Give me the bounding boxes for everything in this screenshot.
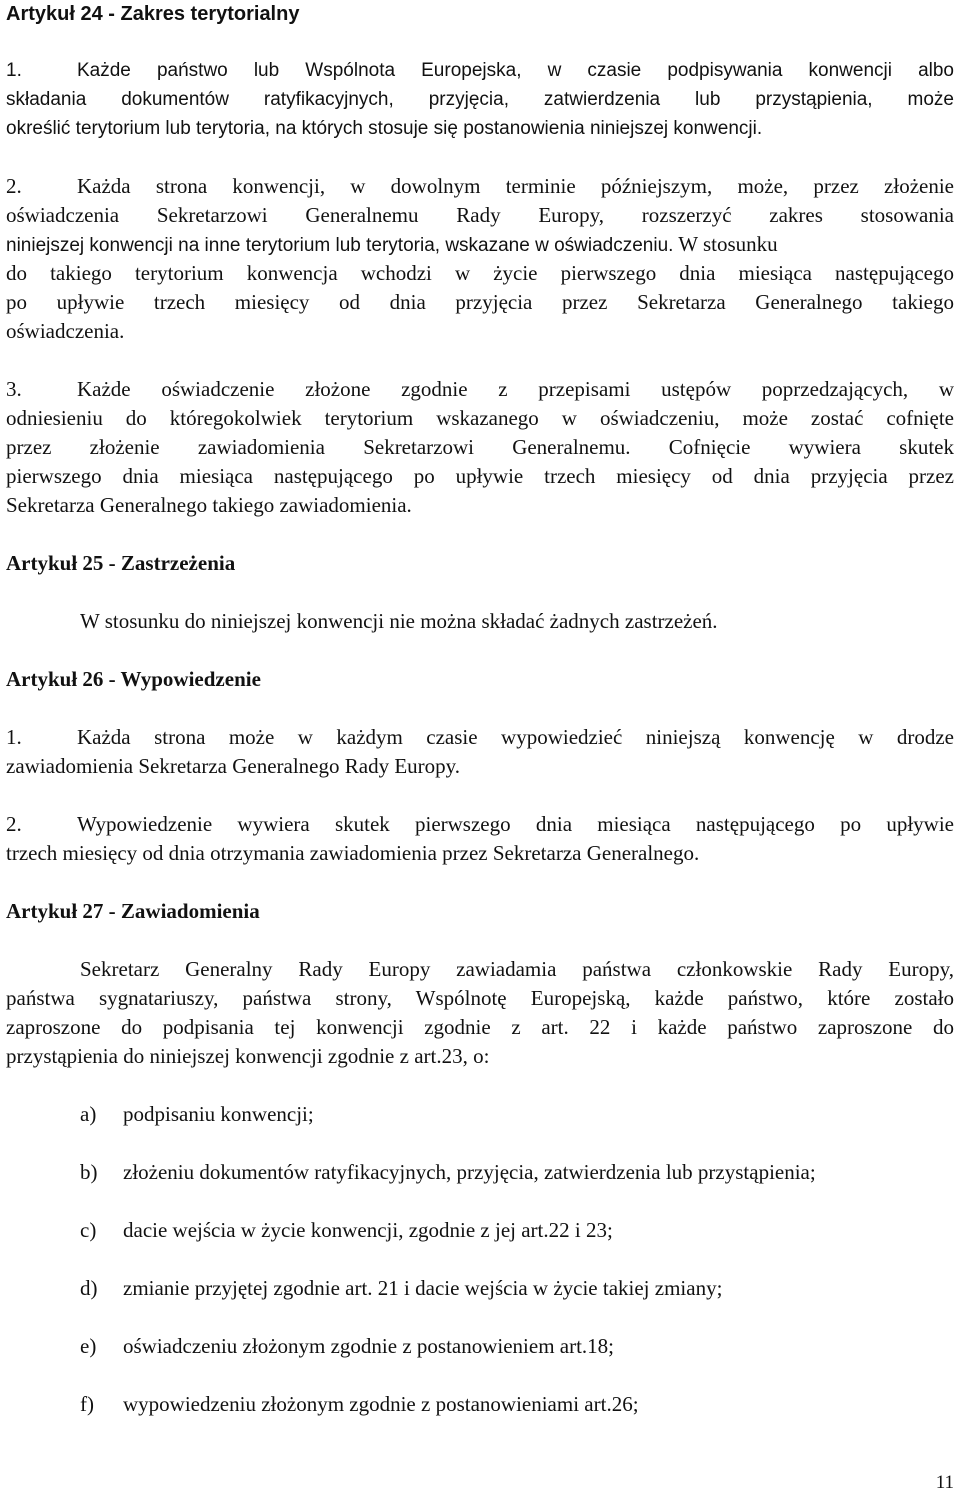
paragraph-text: Każde oświadczenie złożone zgodnie z przepisami ustępów poprzedzających, w bbox=[77, 377, 954, 401]
list-item-letter: d) bbox=[80, 1276, 98, 1300]
list-item-text: złożeniu dokumentów ratyfikacyjnych, przyjęcia, zatwierdzenia lub przystąpienia; bbox=[123, 1160, 816, 1184]
list-item-letter: e) bbox=[80, 1334, 97, 1358]
article-26-p2-line-2: trzech miesięcy od dnia otrzymania zawiadomienia przez Sekretarza Generalnego. bbox=[6, 841, 700, 865]
paragraph-number: 1. bbox=[6, 60, 22, 81]
serif-segment: W stosunku bbox=[673, 232, 778, 256]
article-27-intro-line-3: zaproszone do podpisania tej konwencji zgodnie z art. 22 i każde państwo zaproszone do bbox=[6, 1015, 954, 1039]
list-item-text: dacie wejścia w życie konwencji, zgodnie z jej art.22 i 23; bbox=[123, 1218, 613, 1242]
article-24-p3-line-3: przez złożenie zawiadomienia Sekretarzowi Generalnemu. Cofnięcie wywiera skutek bbox=[6, 435, 954, 459]
article-26-p1-line-2: zawiadomienia Sekretarza Generalnego Rady Europy. bbox=[6, 754, 461, 778]
paragraph-text: Każde państwo lub Wspólnota Europejska, w czasie podpisywania konwencji albo bbox=[77, 60, 954, 81]
article-24-p2-line-6: oświadczenia. bbox=[6, 319, 125, 343]
article-27-intro-line-4: przystąpienia do niniejszej konwencji zgodnie z art.23, o: bbox=[6, 1044, 490, 1068]
paragraph-number: 2. bbox=[6, 812, 22, 836]
page-number: 11 bbox=[935, 1472, 954, 1493]
paragraph-number: 1. bbox=[6, 725, 22, 749]
list-item-text: wypowiedzeniu złożonym zgodnie z postanowieniami art.26; bbox=[123, 1392, 639, 1416]
article-26-heading: Artykuł 26 - Wypowiedzenie bbox=[6, 667, 261, 691]
article-24-p2-line-4: do takiego terytorium konwencja wchodzi w życie pierwszego dnia miesiąca następującego bbox=[6, 261, 954, 285]
article-24-p2-line-5: po upływie trzech miesięcy od dnia przyjęcia przez Sekretarza Generalnego takiego bbox=[6, 290, 954, 314]
list-item-text: zmianie przyjętej zgodnie art. 21 i dacie wejścia w życie takiej zmiany; bbox=[123, 1276, 723, 1300]
article-26-p2-line-1 bbox=[6, 810, 954, 839]
list-item-letter: b) bbox=[80, 1160, 98, 1184]
article-24-p1-line-2: składania dokumentów ratyfikacyjnych, przyjęcia, zatwierdzenia lub przystąpienia, może bbox=[6, 89, 954, 110]
article-24-p3-line-2: odniesieniu do któregokolwiek terytorium wskazanego w oświadczeniu, może zostać cofnięte bbox=[6, 406, 954, 430]
paragraph-text: Każda strona konwencji, w dowolnym terminie późniejszym, może, przez złożenie bbox=[77, 174, 954, 198]
paragraph-number: 3. bbox=[6, 377, 22, 401]
article-24-p2-line-1 bbox=[6, 172, 954, 201]
article-24-heading: Artykuł 24 - Zakres terytorialny bbox=[6, 3, 300, 25]
article-27-intro-line-2: państwa sygnatariuszy, państwa strony, Wspólnotę Europejską, każde państwo, które zostało bbox=[6, 986, 954, 1010]
article-24-p3-line-4: pierwszego dnia miesiąca następującego po upływie trzech miesięcy od dnia przyjęcia przez bbox=[6, 464, 954, 488]
sans-segment: niniejszej konwencji na inne terytorium lub terytoria, wskazane w oświadczeniu. bbox=[6, 235, 674, 256]
article-27-intro-line-1: Sekretarz Generalny Rady Europy zawiadamia państwa członkowskie Rady Europy, bbox=[80, 957, 954, 981]
article-24-p3-line-5: Sekretarza Generalnego takiego zawiadomienia. bbox=[6, 493, 412, 517]
article-24-p2-line-3 bbox=[6, 230, 954, 260]
article-25-heading: Artykuł 25 - Zastrzeżenia bbox=[6, 551, 236, 575]
list-item-letter: f) bbox=[80, 1392, 94, 1416]
list-item-text: podpisaniu konwencji; bbox=[123, 1102, 314, 1126]
list-item-letter: a) bbox=[80, 1102, 97, 1126]
article-24-p1-line-3: określić terytorium lub terytoria, na których stosuje się postanowienia niniejszej konwencji. bbox=[6, 118, 763, 139]
article-27-heading: Artykuł 27 - Zawiadomienia bbox=[6, 899, 260, 923]
article-26-p1-line-1 bbox=[6, 723, 954, 752]
paragraph-text: Wypowiedzenie wywiera skutek pierwszego dnia miesiąca następującego po upływie bbox=[77, 812, 954, 836]
article-24-p2-line-2: oświadczenia Sekretarzowi Generalnemu Rady Europy, rozszerzyć zakres stosowania bbox=[6, 203, 954, 227]
article-24-p3-line-1 bbox=[6, 375, 954, 404]
paragraph-number: 2. bbox=[6, 174, 22, 198]
article-24-p1-line-1 bbox=[6, 56, 954, 85]
article-25-text: W stosunku do niniejszej konwencji nie można składać żadnych zastrzeżeń. bbox=[80, 609, 718, 633]
paragraph-text: Każda strona może w każdym czasie wypowiedzieć niniejszą konwencję w drodze bbox=[77, 725, 954, 749]
list-item-letter: c) bbox=[80, 1218, 97, 1242]
list-item-text: oświadczeniu złożonym zgodnie z postanowieniem art.18; bbox=[123, 1334, 615, 1358]
